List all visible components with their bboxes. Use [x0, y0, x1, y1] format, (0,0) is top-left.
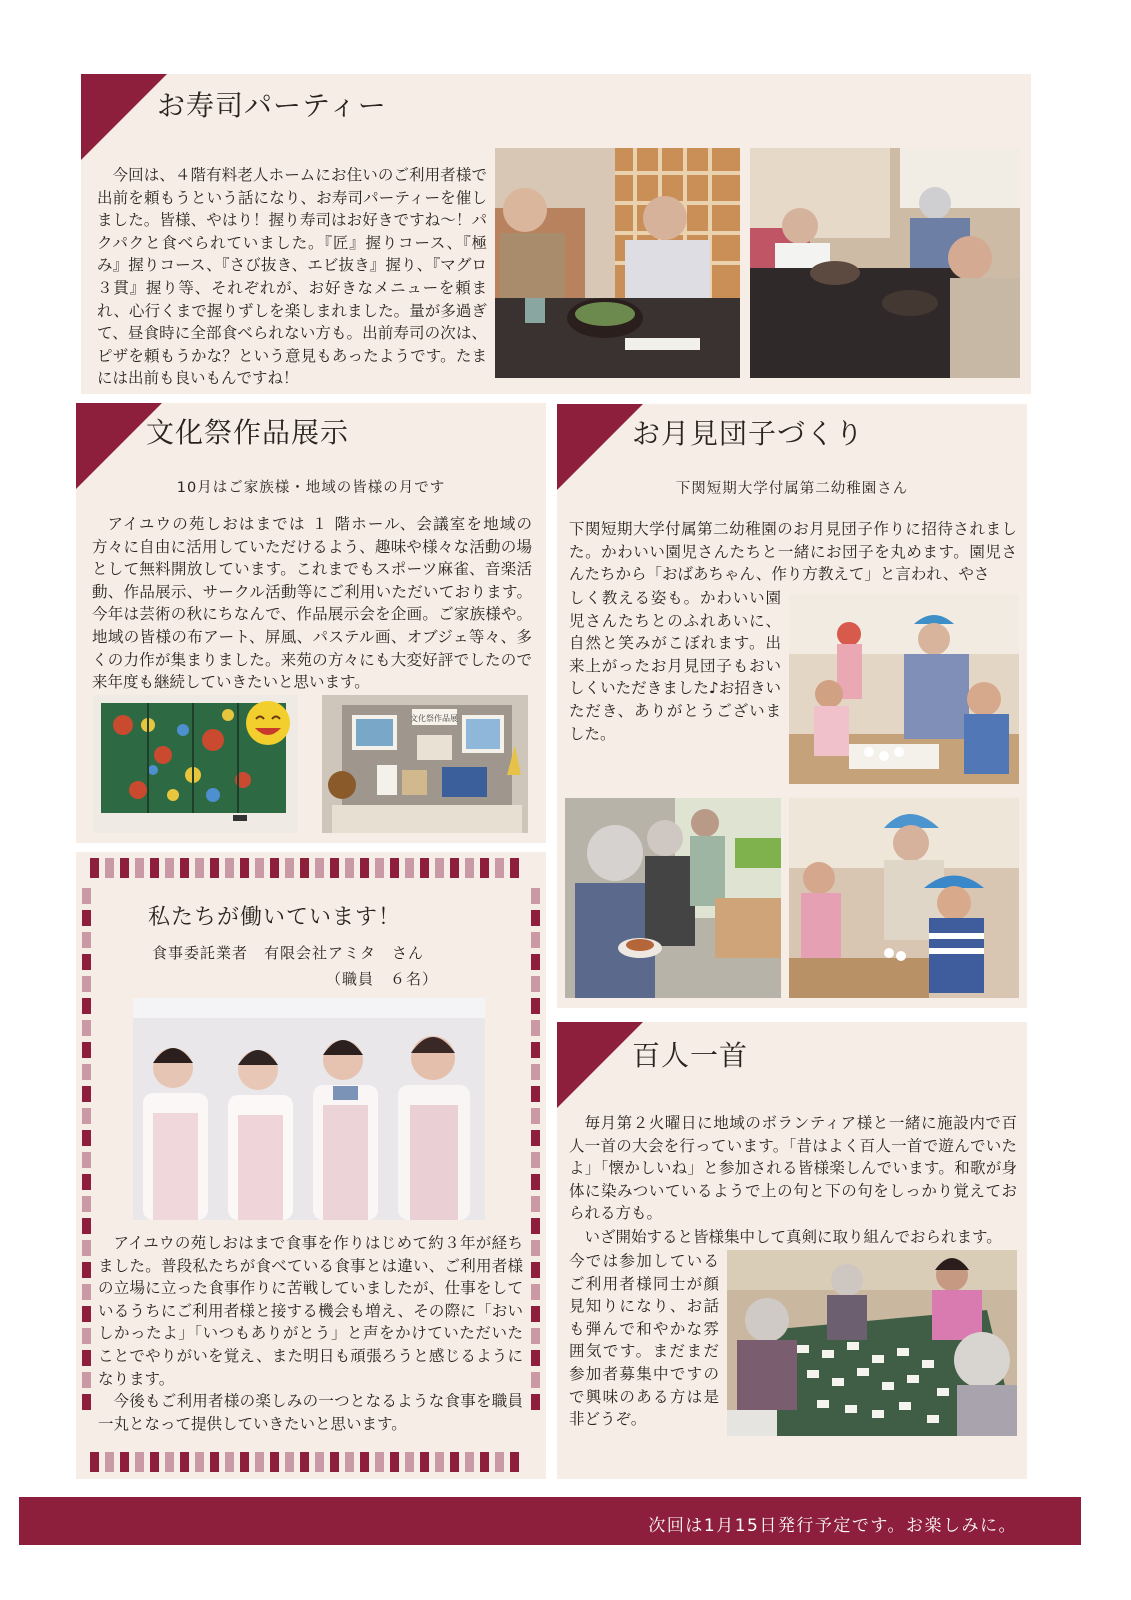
- staff-text-1: アイユウの苑しおはまで食事を作りはじめて約３年が経ちました。普段私たちが食べている食事とは違い、ご利用者様の立場に立った食事作りに苦戦していましたが、仕事をしているうちにご利用者様と接する機会も増え、その際に「おいしかったよ」「いつもありがとう」と声をかけていただいたことでやりがいを覚え、また明日も頑張ろうと感じるようになります。: [98, 1234, 523, 1388]
- poster-label: 文化祭作品展: [410, 714, 458, 723]
- dango-making-photo-1: [789, 594, 1019, 784]
- dango-making-photo-3: [789, 798, 1019, 998]
- karuta-game-photo: [727, 1250, 1017, 1436]
- decorative-border-left: [82, 888, 91, 1410]
- sushi-photo-2: [750, 148, 1020, 378]
- sushi-title: お寿司パーティー: [157, 89, 387, 122]
- tsukimi-title: お月見団子づくり: [632, 417, 865, 450]
- footer-bar: [19, 1497, 1081, 1545]
- culture-text: アイユウの苑しおはまでは １ 階ホール、会議室を地域の方々に自由に活用していただけるよう、趣味や様々な活動の場として無料開放しています。これまでもスポーツ麻雀、音楽活動、作品展示、サークル活動等にご利用いただいております。今年は芸術の秋にちなんで、作品展示会を企画。ご家族様や。地域の皆様の布アート、屏風、パステル画、オブジェ等々、多くの力作が集まりました。来苑の方々にも大変好評でしたので来年度も継続していきたいと思います。: [92, 515, 532, 692]
- byobu-artwork-photo: [93, 695, 298, 833]
- karuta-title: 百人一首: [632, 1039, 749, 1072]
- staff-text-2: 今後もご利用者様の楽しみの一つとなるような食事を職員一丸となって提供していきたいと思います。: [98, 1392, 523, 1433]
- karuta-text-2: いざ開始すると皆様集中して真剣に取り組んでおられます。: [584, 1228, 1002, 1246]
- sushi-text: 今回は、４階有料老人ホームにお住いのご利用者様で出前を頼もうという話になり、お寿司パーティーを催しました。皆様、やはり！握り寿司はお好きですね～！パクパクと食べられていました。『匠』握りコース、『極み』握りコース、『さび抜き、エビ抜き』握り、『マグロ３貫』握り等、それぞれが、お好きなメニューを頼まれ、心行くまで握りずしを楽しまれました。量が多過ぎて、昼食時に全部食べられない方も。出前寿司の次は、ピザを頼もうかな？という意見もあったようです。たまには出前も良いもんですね！: [97, 166, 487, 388]
- tsukimi-text-side: しく教える姿も。かわいい園児さんたちとのふれあいに、自然と笑みがこぼれます。出来上がったお月見団子もおいしくいただきました♪お招きいただき、ありがとうございました。: [569, 589, 781, 743]
- tsukimi-section: [557, 404, 1027, 1008]
- culture-title: 文化祭作品展示: [146, 416, 350, 449]
- footer-next-issue: 次回は1月15日発行予定です。お楽しみに。: [648, 1516, 1017, 1536]
- tsukimi-text-top: 下関短期大学付属第二幼稚園のお月見団子作りに招待されました。かわいい園児さんたちと一緒にお団子を丸めます。園児さんたちから「おばあちゃん、作り方教えて」と言われ、やさ: [569, 520, 1017, 584]
- staff-section: [76, 852, 546, 1479]
- culture-section: [76, 403, 546, 843]
- culture-subtitle: 10月はご家族様・地域の皆様の月です: [176, 480, 446, 496]
- karuta-section: [557, 1022, 1027, 1479]
- dango-making-photo-2: [565, 798, 781, 998]
- staff-company: 食事委託業者 有限会社アミタ さん: [152, 944, 425, 962]
- staff-group-photo: [133, 998, 485, 1220]
- decorative-border-right: [531, 888, 540, 1410]
- exhibition-display-photo: [322, 695, 528, 833]
- staff-count: （職員 ６名）: [326, 970, 439, 988]
- section-corner-triangle: [557, 1022, 643, 1108]
- karuta-text-side: 今では参加しているご利用者様同士が顔見知りになり、お話も弾んで和やかな雰囲気です。まだまだ参加者募集中ですので興味のある方は是非どうぞ。: [569, 1252, 719, 1429]
- decorative-border-bottom: [90, 1452, 519, 1472]
- karuta-text-1: 毎月第２火曜日に地域のボランティア様と一緒に施設内で百人一首の大会を行っています。「昔はよく百人一首で遊んでいたよ」「懐かしいね」と参加される皆様楽しんでいます。和歌が身体に染みついているようで上の句と下の句をしっかり覚えておられる方も。: [569, 1114, 1017, 1223]
- staff-title: 私たちが働いています！: [148, 905, 402, 930]
- decorative-border-top: [90, 858, 519, 878]
- sushi-section: [81, 74, 1031, 394]
- tsukimi-subtitle: 下関短期大学付属第二幼稚園さん: [675, 481, 909, 497]
- section-corner-triangle: [81, 74, 167, 160]
- sushi-photo-1: [495, 148, 740, 378]
